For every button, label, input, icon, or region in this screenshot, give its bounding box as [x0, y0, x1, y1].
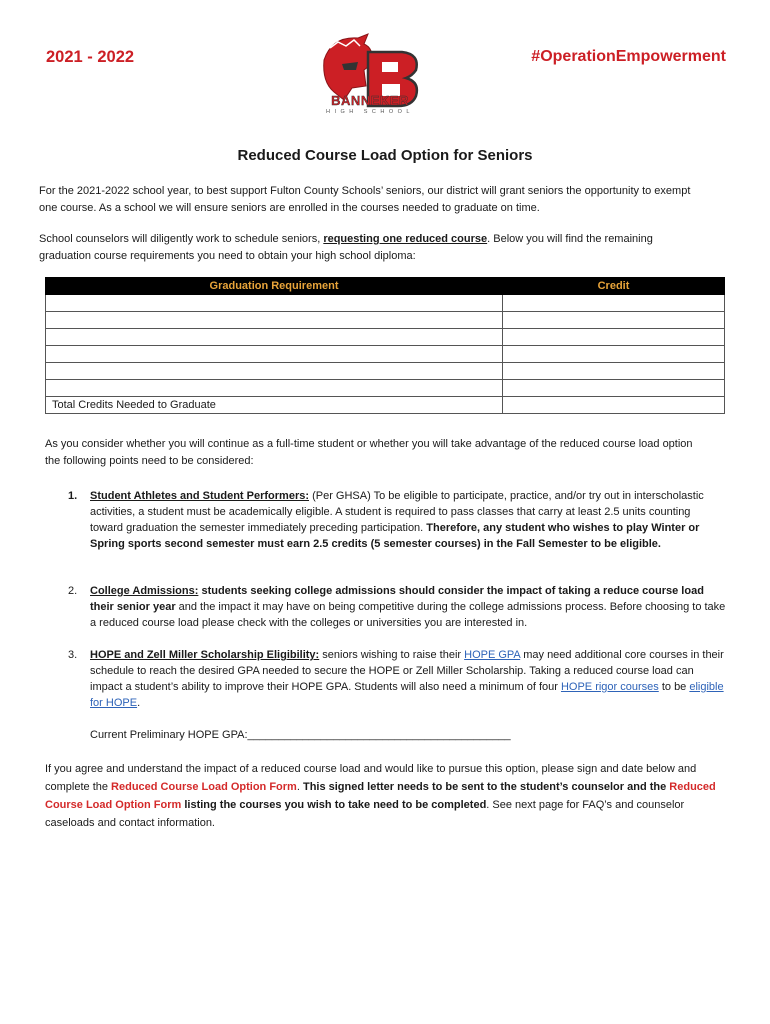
- point-3-number: 3.: [68, 649, 78, 661]
- table-row: [46, 363, 725, 380]
- credit-cell[interactable]: [503, 363, 725, 380]
- reduced-course-load-form-ref-2: Reduced Course Load Option Form: [45, 781, 716, 811]
- closing-text-1: If you agree and understand the impact of a reduced course load and would like to pursue this option, please sign and date below and complete the: [45, 763, 697, 793]
- point-1-bold: Therefore, any student who wishes to play Winter or Spring sports second semester must earn 2.5 credits (5 semester courses) in the Fall Semester to be eligible.: [90, 522, 700, 550]
- school-year: 2021 - 2022: [46, 48, 135, 66]
- consider-paragraph: As you consider whether you will continue as a full-time student or whether you will take advantage of the reduced course load option the following points need to be considered:: [45, 438, 693, 467]
- requirement-cell[interactable]: [46, 295, 503, 312]
- requirement-cell[interactable]: [46, 346, 503, 363]
- closing-bold-2: listing the courses you wish to take need to be completed: [181, 799, 487, 811]
- point-3-text-4: .: [137, 697, 141, 709]
- table-row: [46, 329, 725, 346]
- header-graduation-requirement: Graduation Requirement: [46, 278, 503, 295]
- table-row: [46, 380, 725, 397]
- graduation-requirements-table: [45, 277, 725, 414]
- point-2-number: 2.: [68, 585, 78, 597]
- intro-paragraph: For the 2021-2022 school year, to best support Fulton County Schools’ seniors, our district will grant seniors the opportunity to exempt one course. As a school we will ensure seniors are enrolled in the courses needed to graduate on time.: [39, 185, 691, 214]
- point-1-heading: Student Athletes and Student Performers:: [90, 490, 310, 502]
- table-row: [46, 346, 725, 363]
- counselor-paragraph: [39, 231, 699, 265]
- closing-text-2: .: [296, 781, 303, 793]
- total-credits-cell[interactable]: [503, 397, 725, 414]
- table-row: [46, 295, 725, 312]
- credit-cell[interactable]: [503, 329, 725, 346]
- reduced-course-load-form-ref-1: Reduced Course Load Option Form: [111, 781, 297, 793]
- hope-gpa-link[interactable]: HOPE GPA: [464, 649, 521, 661]
- point-2-heading: College Admissions:: [90, 585, 199, 597]
- closing-text-3: . See next page for FAQ’s and counselor caseloads and contact information.: [45, 799, 685, 829]
- point-1-number: 1.: [68, 490, 78, 502]
- hope-rigor-courses-link[interactable]: HOPE rigor courses: [560, 681, 659, 693]
- hashtag: #OperationEmpowerment: [531, 48, 726, 65]
- requirement-cell[interactable]: [46, 312, 503, 329]
- eligible-for-hope-link[interactable]: eligible for HOPE: [90, 681, 724, 709]
- point-3-text-2: may need additional core courses in their schedule to reach the desired GPA needed to secure the HOPE or Zell Miller Scholarship. Taking a reduced course load can impact a student’s ability to improve their HOPE GPA. Students will also need a minimum of four: [90, 649, 724, 693]
- total-credits-row: [46, 397, 725, 414]
- credit-cell[interactable]: [503, 380, 725, 397]
- table-row: [46, 312, 725, 329]
- requirement-cell[interactable]: [46, 329, 503, 346]
- closing-bold-1: This signed letter needs to be sent to the student’s counselor and the: [302, 781, 667, 793]
- point-2-bold: students seeking college admissions should consider the impact of taking a reduce course load their senior year: [90, 585, 704, 613]
- logo-wordmark: BANNEKER: [331, 93, 409, 108]
- requirement-cell[interactable]: [46, 363, 503, 380]
- point-3-heading: HOPE and Zell Miller Scholarship Eligibility:: [90, 649, 320, 661]
- logo-subtitle: HIGH SCHOOL: [325, 109, 414, 115]
- requirement-cell[interactable]: [46, 380, 503, 397]
- header-credit: Credit: [503, 278, 725, 295]
- point-1-text: (Per GHSA) To be eligible to participate, practice, and/or try out in interscholastic activities, a student must be academically eligible. A student is required to pass classes that carry at least 2.5 units counting toward graduation the semester immediately preceding participation.: [90, 490, 704, 534]
- counselor-emphasis: requesting one reduced course: [323, 233, 488, 245]
- page-title: Reduced Course Load Option for Seniors: [237, 147, 533, 164]
- point-2-text: and the impact it may have on being competitive during the college admissions process. Before choosing to take a reduced course load please check with the colleges or universities you are interested in.: [90, 601, 726, 629]
- credit-cell[interactable]: [503, 295, 725, 312]
- total-credits-label: Total Credits Needed to Graduate: [46, 397, 503, 414]
- point-3-text-1: seniors wishing to raise their: [319, 649, 465, 661]
- credit-cell[interactable]: [503, 312, 725, 329]
- counselor-text-2: . Below you will find the remaining graduation course requirements you need to obtain your high school diploma:: [39, 233, 653, 262]
- closing-paragraph: [45, 760, 717, 832]
- credit-cell[interactable]: [503, 346, 725, 363]
- point-3-text-3: to be: [658, 681, 690, 693]
- hope-gpa-field[interactable]: Current Preliminary HOPE GPA:___________________________________________: [90, 729, 511, 741]
- counselor-text-1: School counselors will diligently work to schedule seniors,: [39, 233, 321, 245]
